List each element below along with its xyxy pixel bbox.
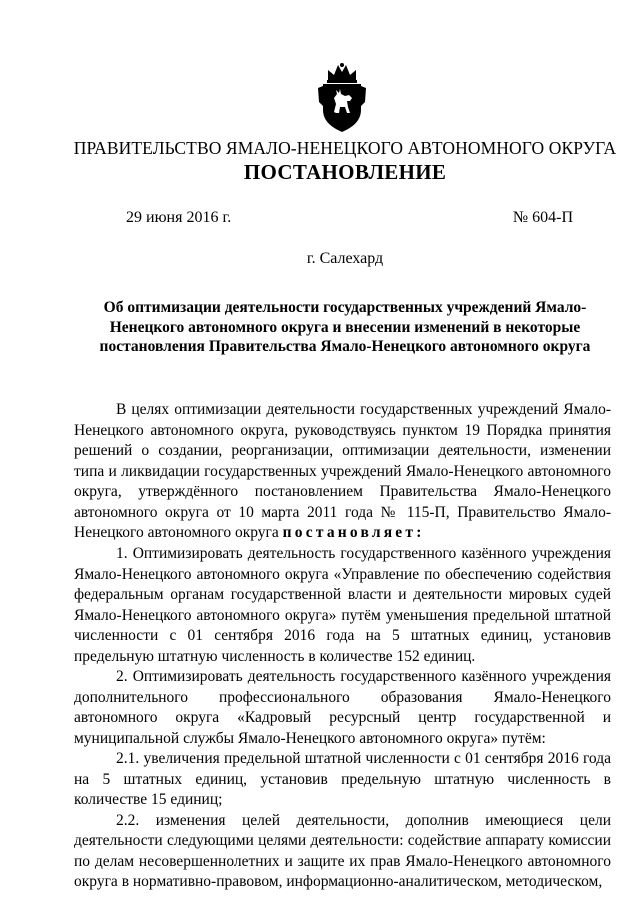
resolves-word: постановляет: — [282, 524, 425, 541]
resolution-item-1: 1. Оптимизировать деятельность государственного казённого учреждения Ямало-Ненецкого автономного округа «Управление по обеспечению содействия федеральным органам государственной власти и деятельности мировых судей Ямало-Ненецкого автономного округа» путём уменьшения предельной штатной численности с 01 сентября 2016 года на 5 штатных единиц, установив предельную штатную численность в количестве 152 единиц. — [74, 545, 611, 665]
yanao-coat-of-arms-icon — [314, 62, 370, 134]
document-type-title: ПОСТАНОВЛЕНИЕ — [243, 160, 447, 184]
document-date: 29 июня 2016 г. — [126, 209, 232, 226]
document-city: г. Салехард — [306, 250, 384, 267]
preamble-block — [74, 400, 611, 544]
preamble-paragraph — [74, 400, 611, 544]
resolution-items — [74, 544, 611, 893]
resolution-item-2-2: 2.2. изменения целей деятельности, дополнив имеющиеся цели деятельности следующими целями деятельности: содействие аппарату комиссии по делам несовершеннолетних и защите их прав Ямало-Ненецкого автономного округа в нормативно-правовом, информационно-аналитическом, методическом, — [74, 811, 611, 890]
government-title: ПРАВИТЕЛЬСТВО ЯМАЛО-НЕНЕЦКОГО АВТОНОМНОГО ОКРУГА — [73, 138, 617, 158]
document-subject: Об оптимизации деятельности государственных учреждений Ямало-Ненецкого автономного округа и внесении изменений в некоторые постановления Правительства Ямало-Ненецкого автономного округа — [99, 299, 591, 355]
resolution-item-2-1: 2.1. увеличения предельной штатной численности с 01 сентября 2016 года на 5 штатных единиц, установив предельную штатную численность в количестве 15 единиц; — [74, 750, 611, 808]
document-number: № 604-П — [512, 209, 573, 226]
preamble-text: В целях оптимизации деятельности государственных учреждений Ямало-Ненецкого автономного округа, руководствуясь пунктом 19 Порядка принятия решений о создании, реорганизации, оптимизации деятельности, изменении типа и ликвидации государственных учреждений Ямало-Ненецкого автономного округа, утверждённого постановлением Правительства Ямало-Ненецкого автономного округа от 10 марта 2011 года № 115-П, Правительство Ямало-Ненецкого автономного округа — [74, 401, 611, 541]
resolution-item-2: 2. Оптимизировать деятельность государственного казённого учреждения дополнительного профессионального образования Ямало-Ненецкого автономного округа «Кадровый ресурсный центр государственной и муниципальной службы Ямало-Ненецкого автономного округа» путём: — [74, 668, 611, 747]
